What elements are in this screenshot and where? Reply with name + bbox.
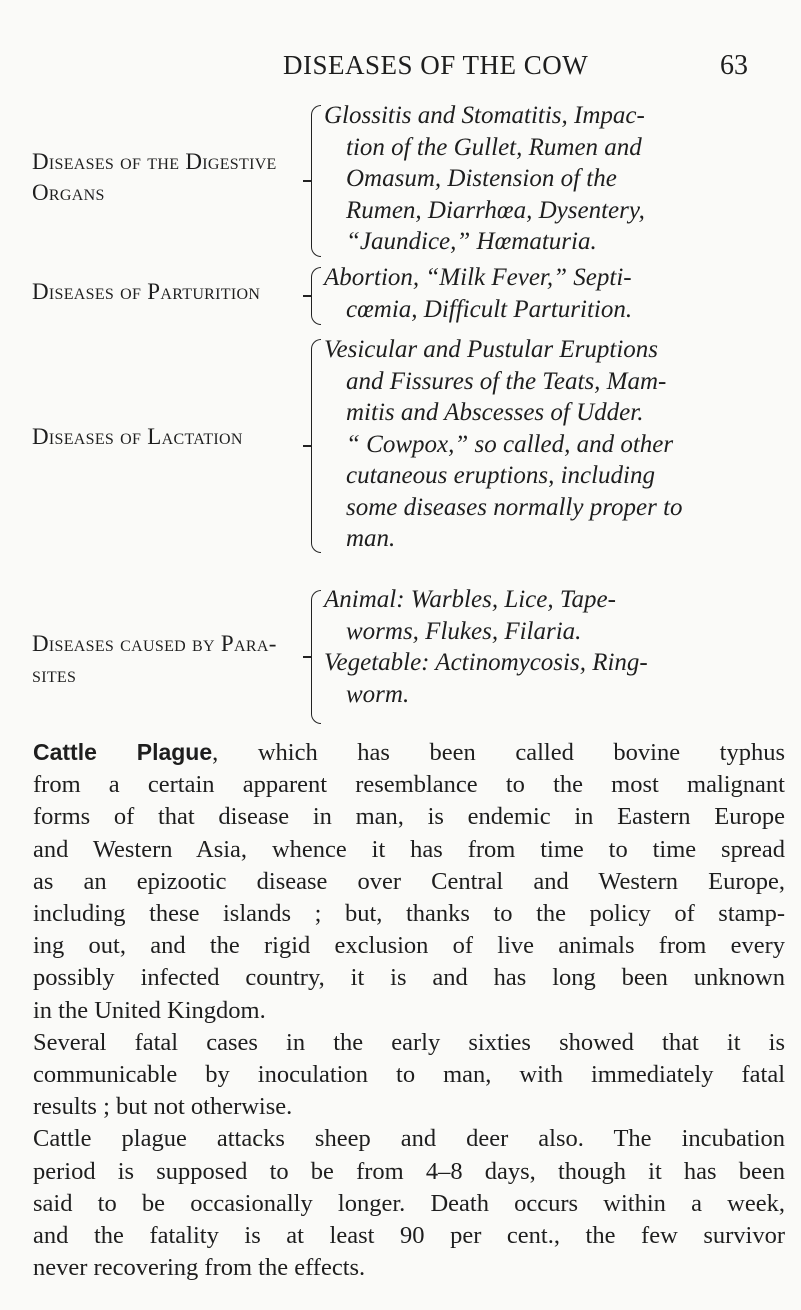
text-line: in the United Kingdom. [33, 996, 266, 1024]
text-line: possibly infected country, it is and has long been unknown [33, 964, 785, 992]
category-label-line: Organs [32, 180, 105, 205]
item-line: some diseases normally proper to [346, 493, 683, 521]
category-label [32, 276, 260, 307]
category-label-line: Diseases of the Digestive [32, 149, 277, 174]
running-header [0, 50, 801, 90]
category-items [324, 100, 792, 258]
text-line: Cattle plague attacks sheep and deer also. The incubation [33, 1125, 785, 1153]
category-label-line: sites [32, 662, 77, 687]
item-line: cutaneous eruptions, including [346, 462, 655, 489]
text-line: forms of that disease in man, is endemic in Eastern Europe [33, 803, 785, 831]
item-line: Vesicular and Pustular Eruptions [324, 336, 659, 363]
item-line: “ Cowpox,” so called, and other [346, 430, 674, 458]
text-line: said to be occasionally longer. Death occurs within a week, [33, 1189, 785, 1217]
brace [311, 339, 321, 553]
category-items [324, 334, 792, 555]
brace [311, 590, 321, 724]
category-label-line: Diseases of Lactation [32, 424, 243, 449]
category-label [32, 421, 243, 452]
section-heading: Cattle Plague [33, 739, 213, 765]
item-line: Abortion, “Milk Fever,” Septi- [324, 264, 632, 291]
running-title: DISEASES OF THE COW [283, 50, 589, 80]
page-number: 63 [720, 50, 748, 81]
item-line: mitis and Abscesses of Udder. [346, 399, 644, 426]
text-line: communicable by inoculation to man, with immediately fatal [33, 1061, 785, 1089]
text-line: never recovering from the effects. [33, 1254, 366, 1282]
item-line: Omasum, Distension of the [346, 165, 617, 192]
paragraph [33, 1027, 785, 1124]
text-line: including these islands ; but, thanks to the policy of stamp- [33, 900, 785, 928]
item-line: worm. [346, 680, 410, 708]
item-line: cœmia, Difficult Parturition. [346, 295, 633, 323]
category-label [32, 146, 277, 208]
item-line: man. [346, 525, 396, 552]
text-line: as an epizootic disease over Central and Western Europe, [33, 867, 785, 895]
category-label-line: Diseases caused by Para- [32, 631, 277, 656]
category-label-line: Diseases of Parturition [32, 279, 261, 304]
item-line: tion of the Gullet, Rumen and [346, 133, 642, 161]
item-line: worms, Flukes, Filaria. [346, 617, 582, 645]
text-line [33, 736, 785, 769]
category-label [32, 628, 277, 690]
brace [311, 267, 321, 325]
text-line: results ; but not otherwise. [33, 1093, 293, 1121]
text-line: and Western Asia, whence it has from time to time spread [33, 835, 785, 863]
category-items [324, 584, 792, 710]
item-line: Animal: Warbles, Lice, Tape- [324, 586, 616, 613]
paragraph [33, 736, 785, 1027]
item-line: Glossitis and Stomatitis, Impac- [324, 102, 645, 129]
paragraph [33, 1123, 785, 1284]
text-line: and the fatality is at least 90 per cent., the few survivor [33, 1222, 785, 1250]
brace [311, 105, 321, 257]
text-line: from a certain apparent resemblance to the most malignant [33, 771, 785, 799]
item-line: Rumen, Diarrhœa, Dysentery, [346, 196, 645, 224]
body-text [33, 736, 785, 1284]
text-line: Several fatal cases in the early sixties showed that it is [33, 1028, 785, 1056]
item-line: Vegetable: Actinomycosis, Ring- [324, 649, 648, 676]
item-line: “Jaundice,” Hœmaturia. [346, 228, 597, 255]
category-items [324, 262, 792, 325]
text-run: , which has been called bovine typhus [212, 739, 785, 766]
text-line: period is supposed to be from 4–8 days, though it has been [33, 1157, 785, 1185]
text-line: ing out, and the rigid exclusion of live animals from every [33, 932, 785, 960]
item-line: and Fissures of the Teats, Mam- [346, 367, 667, 395]
